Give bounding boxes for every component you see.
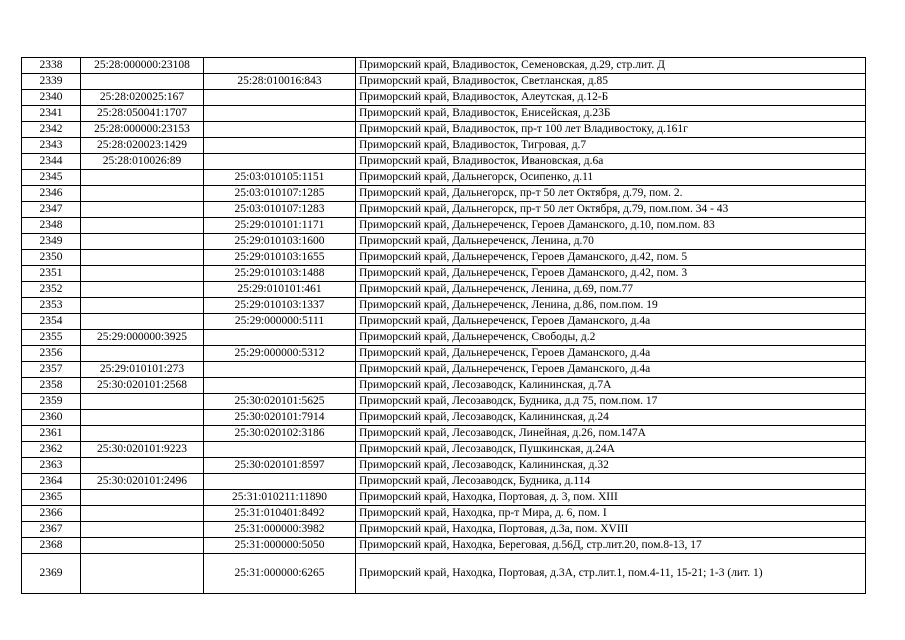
- cadastral-number-alt-cell: 25:03:010105:1151: [204, 170, 356, 186]
- table-row: [22, 90, 866, 106]
- address-cell: Приморский край, Владивосток, Ивановская, д.6а: [356, 154, 866, 170]
- cadastral-number-alt-cell: [204, 378, 356, 394]
- table-row: [22, 266, 866, 282]
- row-number-cell: 2345: [22, 170, 81, 186]
- address-cell: Приморский край, Находка, Портовая, д.3А, стр.лит.1, пом.4-11, 15-21; 1-3 (лит. 1): [356, 554, 866, 594]
- address-cell: Приморский край, Дальнереченск, Свободы, д.2: [356, 330, 866, 346]
- row-number-cell: 2340: [22, 90, 81, 106]
- address-cell: Приморский край, Находка, Портовая, д. 3, пом. XIII: [356, 490, 866, 506]
- table-row: [22, 122, 866, 138]
- row-number-cell: 2357: [22, 362, 81, 378]
- row-number-cell: 2353: [22, 298, 81, 314]
- table-row: [22, 490, 866, 506]
- table-row: [22, 346, 866, 362]
- row-number-cell: 2369: [22, 554, 81, 594]
- cadastral-number-cell: [81, 234, 204, 250]
- cadastral-number-alt-cell: 25:29:010101:1171: [204, 218, 356, 234]
- cadastral-number-cell: [81, 282, 204, 298]
- table-row: [22, 138, 866, 154]
- table-row: [22, 362, 866, 378]
- row-number-cell: 2350: [22, 250, 81, 266]
- row-number-cell: 2341: [22, 106, 81, 122]
- registry-table-body: [22, 58, 866, 594]
- address-cell: Приморский край, Владивосток, Алеутская, д.12-Б: [356, 90, 866, 106]
- address-cell: Приморский край, Владивосток, Семеновская, д.29, стр.лит. Д: [356, 58, 866, 74]
- row-number-cell: 2360: [22, 410, 81, 426]
- address-cell: Приморский край, Дальнереченск, Героев Даманского, д.4а: [356, 346, 866, 362]
- cadastral-number-alt-cell: [204, 90, 356, 106]
- cadastral-number-alt-cell: 25:30:020102:3186: [204, 426, 356, 442]
- cadastral-number-cell: 25:29:010101:273: [81, 362, 204, 378]
- cadastral-number-cell: [81, 202, 204, 218]
- cadastral-number-cell: 25:30:020101:2568: [81, 378, 204, 394]
- cadastral-number-cell: 25:29:000000:3925: [81, 330, 204, 346]
- address-cell: Приморский край, Находка, Береговая, д.56Д, стр.лит.20, пом.8-13, 17: [356, 538, 866, 554]
- cadastral-number-cell: [81, 218, 204, 234]
- address-cell: Приморский край, Дальнегорск, пр-т 50 лет Октября, д.79, пом.пом. 34 - 43: [356, 202, 866, 218]
- row-number-cell: 2348: [22, 218, 81, 234]
- row-number-cell: 2346: [22, 186, 81, 202]
- table-row: [22, 474, 866, 490]
- cadastral-number-cell: 25:28:020023:1429: [81, 138, 204, 154]
- address-cell: Приморский край, Дальнереченск, Героев Даманского, д.10, пом.пом. 83: [356, 218, 866, 234]
- address-cell: Приморский край, Дальнереченск, Героев Даманского, д.4а: [356, 362, 866, 378]
- address-cell: Приморский край, Владивосток, пр-т 100 лет Владивостоку, д.161г: [356, 122, 866, 138]
- cadastral-number-alt-cell: 25:31:000000:5050: [204, 538, 356, 554]
- table-row: [22, 410, 866, 426]
- address-cell: Приморский край, Дальнереченск, Героев Даманского, д.4а: [356, 314, 866, 330]
- address-cell: Приморский край, Дальнереченск, Героев Даманского, д.42, пом. 5: [356, 250, 866, 266]
- row-number-cell: 2359: [22, 394, 81, 410]
- address-cell: Приморский край, Лесозаводск, Линейная, д.26, пом.147А: [356, 426, 866, 442]
- cadastral-number-alt-cell: 25:29:010103:1488: [204, 266, 356, 282]
- cadastral-number-cell: 25:28:010026:89: [81, 154, 204, 170]
- table-row: [22, 250, 866, 266]
- cadastral-number-alt-cell: 25:30:020101:8597: [204, 458, 356, 474]
- table-row: [22, 554, 866, 594]
- row-number-cell: 2364: [22, 474, 81, 490]
- cadastral-number-cell: [81, 410, 204, 426]
- address-cell: Приморский край, Лесозаводск, Будника, д.114: [356, 474, 866, 490]
- row-number-cell: 2366: [22, 506, 81, 522]
- table-row: [22, 330, 866, 346]
- table-row: [22, 522, 866, 538]
- cadastral-number-cell: [81, 394, 204, 410]
- row-number-cell: 2339: [22, 74, 81, 90]
- row-number-cell: 2363: [22, 458, 81, 474]
- cadastral-number-alt-cell: 25:29:000000:5111: [204, 314, 356, 330]
- cadastral-number-cell: 25:30:020101:2496: [81, 474, 204, 490]
- cadastral-number-cell: 25:28:000000:23153: [81, 122, 204, 138]
- cadastral-number-alt-cell: 25:30:020101:7914: [204, 410, 356, 426]
- cadastral-number-alt-cell: 25:03:010107:1285: [204, 186, 356, 202]
- cadastral-number-cell: 25:30:020101:9223: [81, 442, 204, 458]
- cadastral-number-cell: [81, 426, 204, 442]
- row-number-cell: 2365: [22, 490, 81, 506]
- cadastral-number-alt-cell: [204, 442, 356, 458]
- cadastral-number-cell: 25:28:050041:1707: [81, 106, 204, 122]
- cadastral-number-cell: [81, 458, 204, 474]
- cadastral-number-alt-cell: 25:31:000000:3982: [204, 522, 356, 538]
- table-row: [22, 218, 866, 234]
- row-number-cell: 2343: [22, 138, 81, 154]
- row-number-cell: 2338: [22, 58, 81, 74]
- address-cell: Приморский край, Лесозаводск, Пушкинская, д.24А: [356, 442, 866, 458]
- address-cell: Приморский край, Владивосток, Светланская, д.85: [356, 74, 866, 90]
- cadastral-number-alt-cell: 25:31:010211:11890: [204, 490, 356, 506]
- cadastral-number-alt-cell: [204, 154, 356, 170]
- address-cell: Приморский край, Лесозаводск, Калининская, д.24: [356, 410, 866, 426]
- address-cell: Приморский край, Находка, пр-т Мира, д. 6, пом. I: [356, 506, 866, 522]
- row-number-cell: 2368: [22, 538, 81, 554]
- cadastral-number-alt-cell: 25:31:010401:8492: [204, 506, 356, 522]
- row-number-cell: 2342: [22, 122, 81, 138]
- cadastral-number-alt-cell: 25:29:010103:1600: [204, 234, 356, 250]
- address-cell: Приморский край, Дальнегорск, Осипенко, д.11: [356, 170, 866, 186]
- row-number-cell: 2355: [22, 330, 81, 346]
- cadastral-number-alt-cell: [204, 362, 356, 378]
- row-number-cell: 2351: [22, 266, 81, 282]
- cadastral-number-alt-cell: [204, 138, 356, 154]
- cadastral-number-cell: [81, 538, 204, 554]
- cadastral-number-alt-cell: [204, 58, 356, 74]
- cadastral-number-alt-cell: [204, 474, 356, 490]
- row-number-cell: 2361: [22, 426, 81, 442]
- address-cell: Приморский край, Находка, Портовая, д.3а, пом. XVIII: [356, 522, 866, 538]
- table-row: [22, 234, 866, 250]
- cadastral-number-alt-cell: 25:29:010101:461: [204, 282, 356, 298]
- cadastral-number-alt-cell: 25:28:010016:843: [204, 74, 356, 90]
- address-cell: Приморский край, Лесозаводск, Калининская, д.32: [356, 458, 866, 474]
- row-number-cell: 2356: [22, 346, 81, 362]
- table-row: [22, 154, 866, 170]
- cadastral-number-cell: [81, 74, 204, 90]
- address-cell: Приморский край, Лесозаводск, Калининская, д.7А: [356, 378, 866, 394]
- table-row: [22, 282, 866, 298]
- table-row: [22, 170, 866, 186]
- address-cell: Приморский край, Дальнереченск, Ленина, д.86, пом.пом. 19: [356, 298, 866, 314]
- table-row: [22, 394, 866, 410]
- cadastral-number-cell: [81, 490, 204, 506]
- cadastral-number-alt-cell: 25:29:000000:5312: [204, 346, 356, 362]
- table-row: [22, 74, 866, 90]
- table-row: [22, 426, 866, 442]
- row-number-cell: 2367: [22, 522, 81, 538]
- table-row: [22, 378, 866, 394]
- table-row: [22, 202, 866, 218]
- table-row: [22, 106, 866, 122]
- row-number-cell: 2354: [22, 314, 81, 330]
- cadastral-number-alt-cell: 25:03:010107:1283: [204, 202, 356, 218]
- cadastral-number-alt-cell: [204, 106, 356, 122]
- cadastral-number-alt-cell: 25:30:020101:5625: [204, 394, 356, 410]
- row-number-cell: 2349: [22, 234, 81, 250]
- cadastral-number-cell: [81, 346, 204, 362]
- address-cell: Приморский край, Владивосток, Тигровая, д.7: [356, 138, 866, 154]
- address-cell: Приморский край, Владивосток, Енисейская, д.23Б: [356, 106, 866, 122]
- cadastral-number-alt-cell: 25:29:010103:1655: [204, 250, 356, 266]
- table-row: [22, 458, 866, 474]
- table-row: [22, 442, 866, 458]
- row-number-cell: 2344: [22, 154, 81, 170]
- cadastral-number-cell: [81, 170, 204, 186]
- table-row: [22, 58, 866, 74]
- cadastral-number-cell: [81, 298, 204, 314]
- cadastral-number-cell: [81, 186, 204, 202]
- address-cell: Приморский край, Дальнереченск, Ленина, д.70: [356, 234, 866, 250]
- cadastral-number-cell: 25:28:020025:167: [81, 90, 204, 106]
- table-row: [22, 298, 866, 314]
- registry-table: [21, 57, 866, 594]
- cadastral-number-cell: 25:28:000000:23108: [81, 58, 204, 74]
- cadastral-number-cell: [81, 266, 204, 282]
- cadastral-number-cell: [81, 314, 204, 330]
- row-number-cell: 2358: [22, 378, 81, 394]
- address-cell: Приморский край, Дальнереченск, Ленина, д.69, пом.77: [356, 282, 866, 298]
- row-number-cell: 2347: [22, 202, 81, 218]
- cadastral-number-alt-cell: 25:31:000000:6265: [204, 554, 356, 594]
- row-number-cell: 2362: [22, 442, 81, 458]
- row-number-cell: 2352: [22, 282, 81, 298]
- cadastral-number-alt-cell: 25:29:010103:1337: [204, 298, 356, 314]
- cadastral-number-alt-cell: [204, 330, 356, 346]
- address-cell: Приморский край, Дальнереченск, Героев Даманского, д.42, пом. 3: [356, 266, 866, 282]
- table-row: [22, 186, 866, 202]
- address-cell: Приморский край, Дальнегорск, пр-т 50 лет Октября, д.79, пом. 2.: [356, 186, 866, 202]
- table-row: [22, 314, 866, 330]
- table-row: [22, 506, 866, 522]
- cadastral-number-cell: [81, 554, 204, 594]
- cadastral-number-alt-cell: [204, 122, 356, 138]
- address-cell: Приморский край, Лесозаводск, Будника, д.д 75, пом.пом. 17: [356, 394, 866, 410]
- cadastral-number-cell: [81, 506, 204, 522]
- table-row: [22, 538, 866, 554]
- cadastral-number-cell: [81, 250, 204, 266]
- cadastral-number-cell: [81, 522, 204, 538]
